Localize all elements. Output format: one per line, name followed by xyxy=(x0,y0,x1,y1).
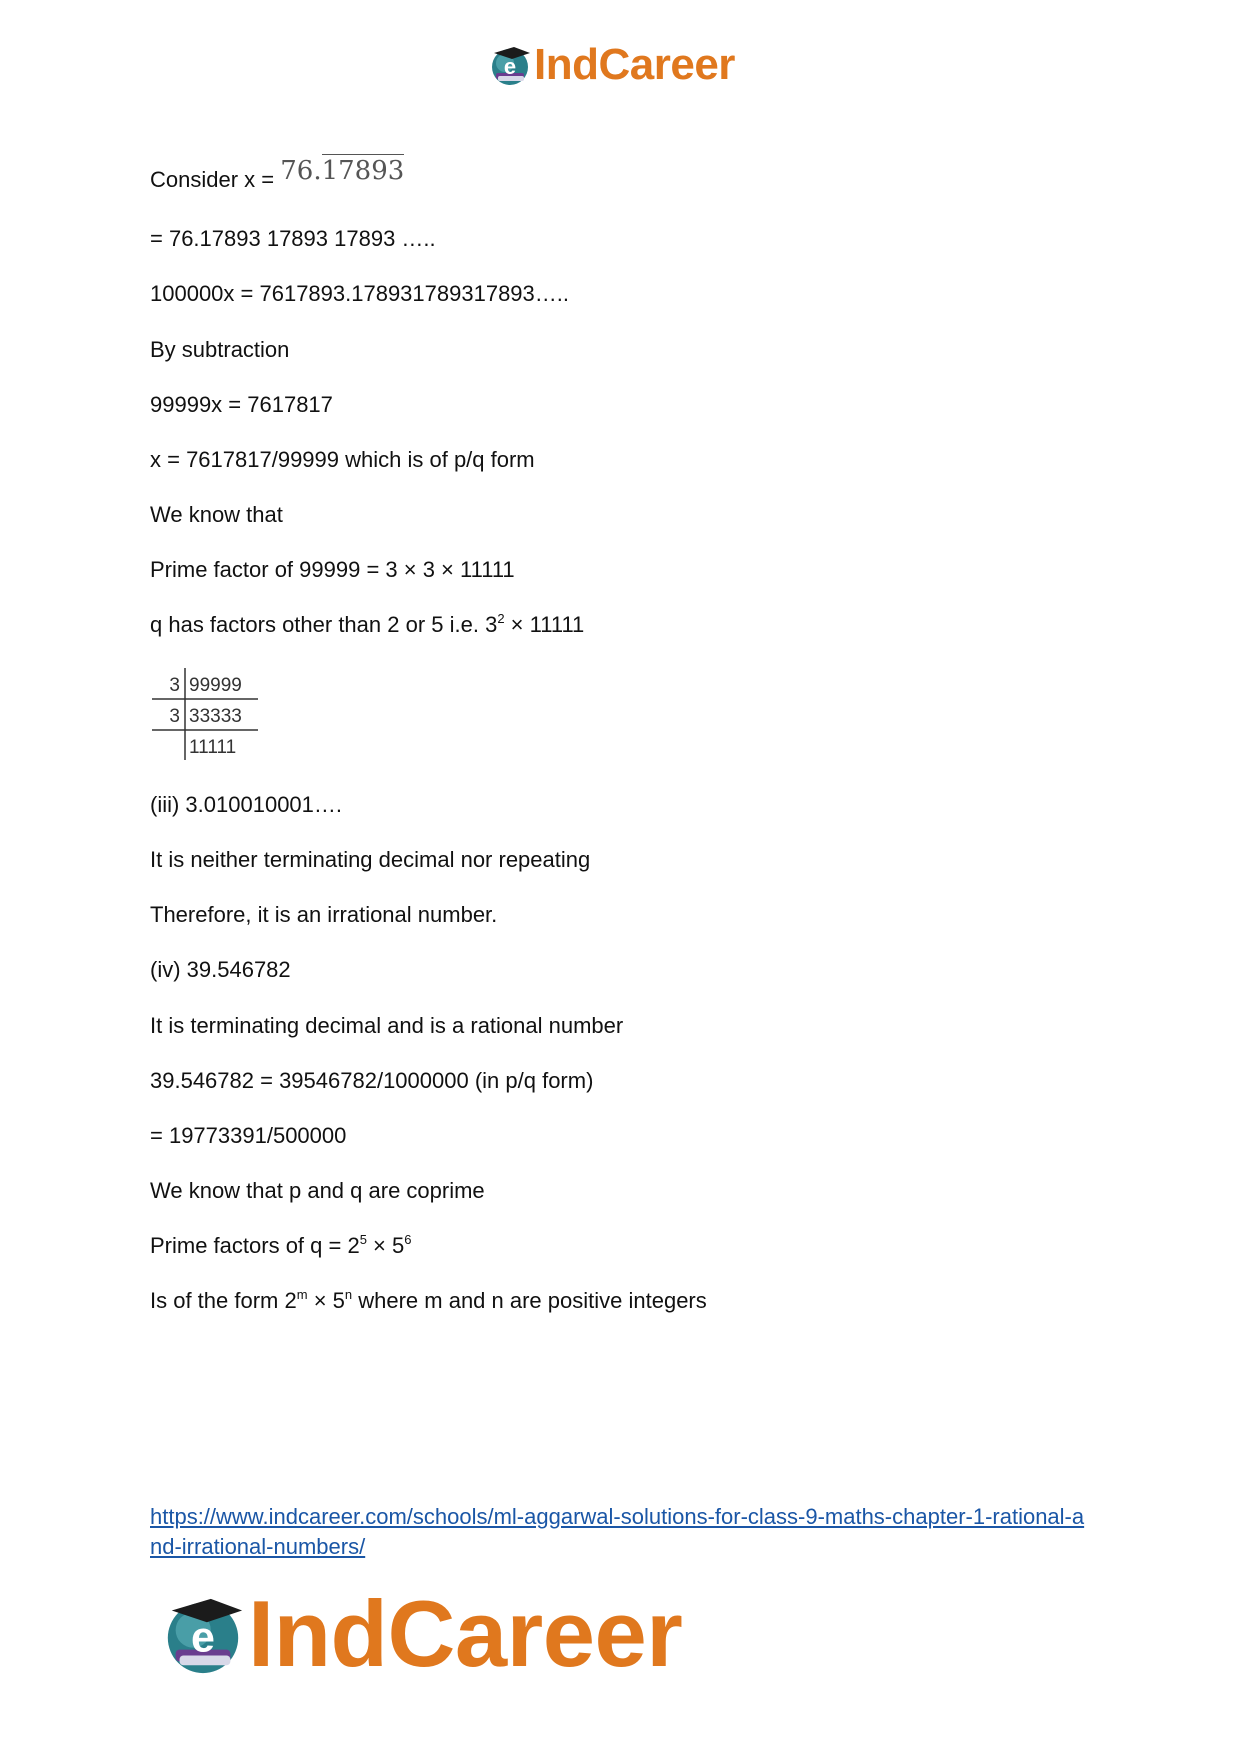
q-factors-text: q has factors other than 2 or 5 i.e. 3 xyxy=(150,612,498,637)
exponent: 6 xyxy=(404,1232,412,1247)
footer-logo xyxy=(160,1580,682,1688)
text-line: It is neither terminating decimal nor repeating xyxy=(150,847,591,872)
prime-q-text: Prime factors of q = 2 xyxy=(150,1233,360,1258)
text-line: (iv) 39.546782 xyxy=(150,957,291,982)
text-line: By subtraction xyxy=(150,337,290,362)
brand-name: IndCareer xyxy=(534,40,735,89)
dividend: 99999 xyxy=(189,675,242,696)
repeating-digits: 17893 xyxy=(321,156,405,186)
form-line xyxy=(150,1288,707,1314)
text-line: Prime factor of 99999 = 3 × 3 × 11111 xyxy=(150,557,515,582)
source-link[interactable]: https://www.indcareer.com/schools/ml-aggarwal-solutions-for-class-9-maths-chapter-1-rational-and-irrational-numbers/ xyxy=(150,1504,1085,1559)
exponent: m xyxy=(296,1287,308,1302)
prime-factors-q-line xyxy=(150,1233,411,1259)
text-line: We know that p and q are coprime xyxy=(150,1178,485,1203)
brand-name: IndCareer xyxy=(248,1581,683,1686)
form-mid: × 5 xyxy=(307,1288,345,1313)
text-line: (iii) 3.010010001…. xyxy=(150,792,343,817)
text-line: 39.546782 = 39546782/1000000 (in p/q form) xyxy=(150,1068,594,1093)
prime-q-mid: × 5 xyxy=(366,1233,405,1258)
divisor: 3 xyxy=(169,706,180,727)
repeating-decimal xyxy=(280,156,404,186)
exponent: n xyxy=(344,1287,353,1302)
brand-letter: e xyxy=(503,54,517,79)
text-line: = 76.17893 17893 17893 ….. xyxy=(150,226,436,251)
divisor: 3 xyxy=(169,675,180,696)
globe-graduate-icon xyxy=(488,43,532,87)
header-logo xyxy=(488,40,735,90)
exponent: 5 xyxy=(359,1232,367,1247)
consider-label: Consider x = xyxy=(150,167,281,192)
text-line: x = 7617817/99999 which is of p/q form xyxy=(150,447,535,472)
text-line: = 19773391/500000 xyxy=(150,1123,347,1148)
form-text: Is of the form 2 xyxy=(150,1288,297,1313)
consider-line xyxy=(150,156,405,193)
text-line: Therefore, it is an irrational number. xyxy=(150,902,498,927)
text-line: We know that xyxy=(150,502,283,527)
division-ladder xyxy=(152,666,262,762)
text-line: 99999x = 7617817 xyxy=(150,392,333,417)
exponent: 2 xyxy=(497,611,505,626)
repeating-whole: 76. xyxy=(280,156,322,186)
text-line: 100000x = 7617893.178931789317893….. xyxy=(150,281,569,306)
dividend: 11111 xyxy=(189,737,237,758)
form-tail: where m and n are positive integers xyxy=(352,1288,707,1313)
q-factors-line xyxy=(150,612,584,638)
brand-letter: e xyxy=(191,1613,215,1662)
globe-graduate-icon xyxy=(160,1591,246,1677)
dividend: 33333 xyxy=(189,706,242,727)
q-factors-tail: × 11111 xyxy=(504,612,585,637)
text-line: It is terminating decimal and is a rational number xyxy=(150,1013,624,1038)
